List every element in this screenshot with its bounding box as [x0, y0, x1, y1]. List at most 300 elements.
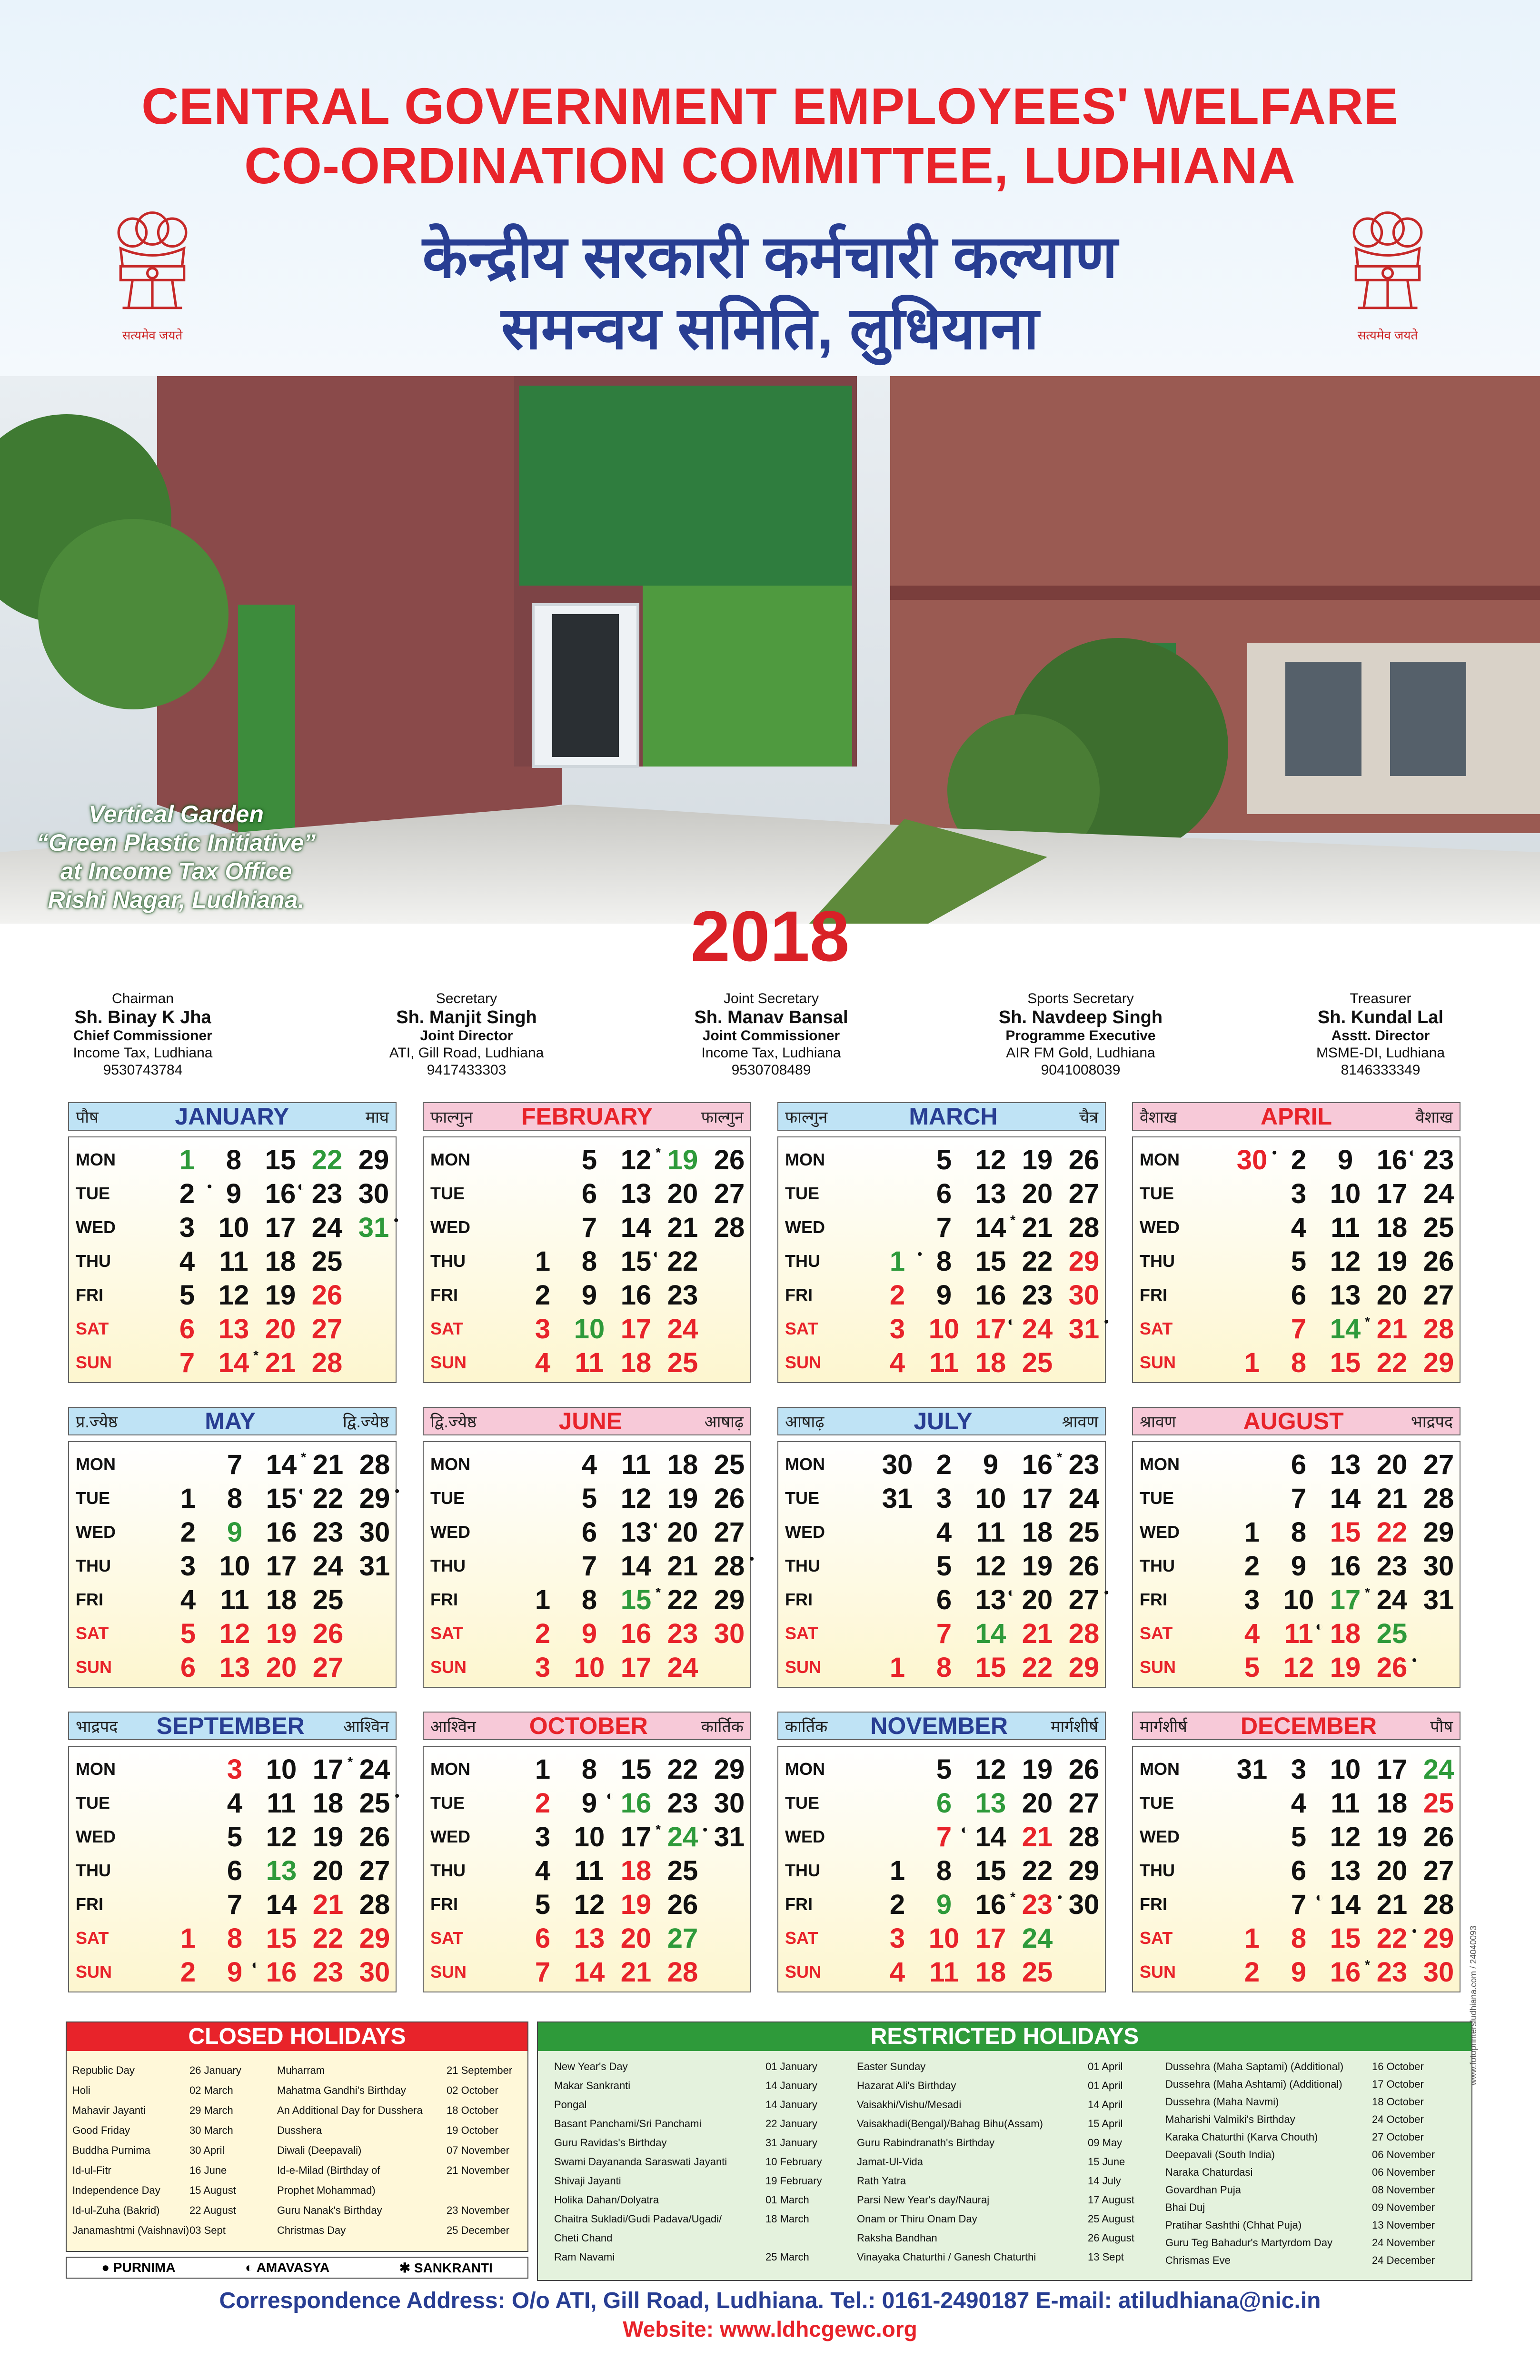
date-number: 12: [975, 1551, 1006, 1582]
date-cell: [1060, 1516, 1108, 1548]
holiday-name: Hazarat Ali's Birthday: [857, 2080, 956, 2091]
date-cell: [920, 1245, 968, 1277]
date-cell: [1275, 1245, 1322, 1277]
date-number: 13: [975, 1788, 1006, 1819]
date-number: 14: [218, 1347, 249, 1378]
day-name: MON: [785, 1150, 825, 1169]
month-hindi-right: कार्तिक: [701, 1718, 744, 1736]
day-name: SUN: [1140, 1962, 1176, 1982]
moon-phase-mark-icon: ◐: [653, 1246, 661, 1261]
date-cell: [659, 1889, 706, 1921]
date-cell: [1415, 1787, 1462, 1819]
date-cell: [257, 1347, 304, 1379]
date-cell: [163, 1313, 211, 1345]
date-number: 30: [1236, 1145, 1268, 1175]
date-cell: [1228, 1618, 1276, 1650]
month-hindi-left: वैशाख: [1140, 1108, 1177, 1126]
date-cell: [1013, 1347, 1061, 1379]
date-cell: [874, 1652, 921, 1683]
moon-phase-mark-icon: ◐: [298, 1484, 306, 1498]
date-number: 4: [535, 1347, 551, 1378]
date-number: 28: [1423, 1889, 1454, 1920]
day-name: SAT: [430, 1623, 464, 1643]
date-number: 2: [1291, 1145, 1307, 1175]
date-number: 27: [1068, 1788, 1100, 1819]
date-cell: [1060, 1787, 1108, 1819]
moon-phase-mark-icon: •: [1104, 1314, 1109, 1329]
week-row: [424, 1244, 752, 1278]
week-row: [1133, 1819, 1461, 1853]
date-cell: [1415, 1956, 1462, 1988]
month-july: [777, 1407, 1109, 1688]
holiday-date: 14 April: [1088, 2099, 1123, 2111]
date-number: 8: [1291, 1923, 1307, 1954]
title-english-line1: CENTRAL GOVERNMENT EMPLOYEES' WELFARE: [141, 77, 1399, 135]
date-number: 16: [620, 1788, 652, 1819]
date-number: 26: [1068, 1754, 1100, 1785]
date-cell: [519, 1956, 566, 1988]
date-cell: [1060, 1753, 1108, 1785]
moon-phase-mark-icon: •: [1412, 1923, 1417, 1938]
date-cell: [612, 1449, 660, 1481]
date-cell: [1228, 1956, 1276, 1988]
date-number: 10: [1330, 1178, 1361, 1209]
moon-phase-mark-icon: *: [1057, 1450, 1062, 1464]
date-cell: [705, 1821, 753, 1853]
month-dates: [1132, 1441, 1461, 1688]
date-cell: [1415, 1245, 1462, 1277]
day-name: SAT: [1140, 1928, 1173, 1948]
officer-office: ATI, Gill Road, Ludhiana: [389, 1045, 544, 1061]
date-number: 26: [1068, 1551, 1100, 1582]
month-header: [1132, 1407, 1461, 1435]
date-number: 25: [714, 1449, 745, 1480]
date-number: 17: [312, 1754, 344, 1785]
date-cell: [1321, 1821, 1369, 1853]
holiday-date: 24 December: [1372, 2254, 1435, 2266]
week-row: [69, 1785, 397, 1820]
date-number: 18: [1376, 1212, 1408, 1243]
week-row: [424, 1447, 752, 1481]
day-name: FRI: [430, 1894, 458, 1914]
holiday-name: Guru Teg Bahadur's Martyrdom Day: [1165, 2237, 1333, 2249]
date-cell: [1415, 1889, 1462, 1921]
date-number: 21: [312, 1889, 344, 1920]
day-name: MON: [76, 1150, 116, 1169]
date-cell: [211, 1922, 258, 1954]
date-number: 4: [889, 1347, 905, 1378]
date-cell: [1275, 1313, 1322, 1345]
date-cell: [1060, 1178, 1108, 1210]
week-row: [69, 1244, 397, 1278]
date-number: 24: [667, 1652, 698, 1683]
date-number: 14: [266, 1889, 297, 1920]
date-number: 16: [1330, 1957, 1361, 1988]
holiday-date: 27 October: [1372, 2131, 1424, 2143]
holiday-name: Guru Nanak's Birthday: [277, 2204, 382, 2216]
week-row: [424, 1819, 752, 1853]
date-number: 1: [1244, 1347, 1260, 1378]
date-cell: [566, 1618, 613, 1650]
date-number: 7: [179, 1347, 195, 1378]
date-number: 20: [620, 1923, 652, 1954]
officer-designation: Joint Commissioner: [702, 1028, 840, 1044]
date-number: 24: [667, 1822, 698, 1852]
day-name: THU: [76, 1556, 111, 1575]
day-name: FRI: [76, 1590, 103, 1609]
date-number: 30: [882, 1449, 913, 1480]
date-cell: [1013, 1449, 1061, 1481]
date-number: 10: [1330, 1754, 1361, 1785]
holiday-name: Swami Dayananda Saraswati Jayanti: [554, 2156, 727, 2168]
date-number: 28: [1068, 1618, 1100, 1649]
website-link[interactable]: Website: www.ldhcgewc.org: [623, 2317, 917, 2341]
holiday-date: 14 January: [765, 2080, 817, 2091]
holiday-name: Buddha Purnima: [72, 2144, 150, 2156]
date-cell: [1368, 1855, 1416, 1887]
date-number: 2: [936, 1449, 952, 1480]
date-cell: [303, 1313, 351, 1345]
date-cell: [874, 1889, 921, 1921]
date-number: 8: [227, 1923, 243, 1954]
date-number: 2: [1244, 1957, 1260, 1988]
date-cell: [1060, 1855, 1108, 1887]
date-number: 6: [180, 1652, 196, 1683]
date-cell: [257, 1245, 304, 1277]
date-cell: [705, 1144, 753, 1176]
date-number: 26: [1376, 1652, 1408, 1683]
week-row: [1133, 1548, 1461, 1583]
month-hindi-left: पौष: [76, 1108, 99, 1126]
holiday-date: 26 August: [1088, 2232, 1134, 2244]
day-name: SAT: [1140, 1623, 1173, 1643]
date-number: 22: [1022, 1246, 1053, 1277]
date-number: 14: [266, 1449, 297, 1480]
date-number: 17: [1330, 1584, 1361, 1615]
holiday-name: Naraka Chaturdasi: [1165, 2166, 1253, 2178]
date-cell: [164, 1922, 212, 1954]
date-number: 4: [1291, 1212, 1307, 1243]
date-cell: [1368, 1279, 1416, 1311]
holiday-name: Vinayaka Chaturthi / Ganesh Chaturthi: [857, 2251, 1036, 2263]
month-header: [68, 1102, 397, 1131]
date-cell: [874, 1449, 921, 1481]
holiday-name: Dussehra (Maha Ashtami) (Additional): [1165, 2078, 1342, 2090]
date-cell: [874, 1855, 921, 1887]
day-name: FRI: [1140, 1590, 1167, 1609]
date-number: 1: [889, 1652, 905, 1683]
date-number: 12: [219, 1618, 250, 1649]
date-cell: [211, 1956, 258, 1988]
date-cell: [211, 1821, 258, 1853]
date-cell: [659, 1483, 706, 1514]
date-cell: [874, 1922, 921, 1954]
holiday-date: 23 November: [447, 2204, 510, 2216]
date-number: 25: [1376, 1618, 1408, 1649]
week-row: [69, 1345, 397, 1379]
date-cell: [659, 1956, 706, 1988]
date-number: 16: [266, 1517, 297, 1548]
officer-phone: 8146333349: [1341, 1062, 1421, 1078]
date-cell: [1275, 1787, 1322, 1819]
date-cell: [612, 1753, 660, 1785]
day-name: SUN: [785, 1353, 822, 1372]
date-cell: [920, 1347, 968, 1379]
date-number: 20: [667, 1178, 698, 1209]
date-cell: [967, 1956, 1014, 1988]
day-name: MON: [430, 1150, 470, 1169]
day-name: WED: [430, 1217, 470, 1237]
date-number: 22: [1376, 1517, 1408, 1548]
day-name: MON: [785, 1759, 825, 1779]
caption-line: Vertical Garden: [89, 801, 264, 827]
date-cell: [1368, 1245, 1416, 1277]
date-cell: [1275, 1144, 1322, 1176]
date-number: 29: [1068, 1855, 1100, 1886]
date-cell: [304, 1889, 352, 1921]
date-number: 29: [1068, 1246, 1100, 1277]
date-cell: [566, 1144, 613, 1176]
month-hindi-right: श्रावण: [1062, 1413, 1098, 1431]
date-number: 23: [1376, 1957, 1408, 1988]
date-number: 31: [714, 1822, 745, 1852]
day-name: THU: [76, 1861, 111, 1880]
date-cell: [566, 1178, 613, 1210]
date-number: 13: [1330, 1449, 1361, 1480]
holiday-date: 26 January: [189, 2064, 241, 2076]
date-cell: [258, 1889, 305, 1921]
date-number: 1: [1244, 1517, 1260, 1548]
date-cell: [164, 1652, 212, 1683]
date-cell: [351, 1922, 398, 1954]
date-cell: [1060, 1144, 1108, 1176]
date-cell: [1368, 1178, 1416, 1210]
date-number: 31: [359, 1551, 390, 1582]
date-number: 26: [312, 1618, 344, 1649]
week-row: [1133, 1921, 1461, 1955]
date-cell: [659, 1279, 706, 1311]
date-cell: [304, 1618, 352, 1650]
date-number: 30: [359, 1517, 390, 1548]
date-cell: [967, 1584, 1014, 1616]
date-cell: [659, 1855, 706, 1887]
date-number: 10: [266, 1754, 297, 1785]
month-hindi-left: भाद्रपद: [76, 1718, 118, 1736]
date-number: 10: [219, 1551, 250, 1582]
date-cell: [1368, 1922, 1416, 1954]
holiday-name: Raksha Bandhan: [857, 2232, 937, 2244]
holiday-date: 22 August: [189, 2204, 236, 2216]
closed-holidays-title: CLOSED HOLIDAYS: [67, 2022, 527, 2051]
date-cell: [705, 1449, 753, 1481]
date-number: 1: [1244, 1923, 1260, 1954]
moon-phase-mark-icon: •: [1412, 1653, 1417, 1667]
date-cell: [1321, 1753, 1369, 1785]
date-cell: [612, 1144, 660, 1176]
date-cell: [1060, 1313, 1108, 1345]
officer-name: Sh. Manav Bansal: [694, 1007, 848, 1027]
date-cell: [1368, 1584, 1416, 1616]
date-cell: [211, 1550, 258, 1582]
date-number: 16: [620, 1280, 652, 1311]
date-number: 15: [975, 1855, 1006, 1886]
holiday-name: Dussehra (Maha Saptami) (Additional): [1165, 2061, 1344, 2072]
date-cell: [1013, 1922, 1061, 1954]
date-number: 1: [180, 1923, 196, 1954]
date-number: 1: [535, 1584, 551, 1615]
date-cell: [163, 1212, 211, 1244]
date-number: 21: [1376, 1314, 1408, 1344]
week-row: [778, 1582, 1107, 1616]
date-number: 7: [936, 1618, 952, 1649]
date-number: 2: [180, 1517, 196, 1548]
date-cell: [303, 1347, 351, 1379]
day-name: WED: [76, 1827, 116, 1846]
date-number: 13: [574, 1923, 605, 1954]
date-number: 8: [1291, 1517, 1307, 1548]
date-cell: [351, 1449, 398, 1481]
moon-phase-mark-icon: •: [207, 1179, 212, 1194]
date-number: 5: [1291, 1822, 1307, 1852]
officer-name: Sh. Manjit Singh: [396, 1007, 537, 1027]
day-name: TUE: [76, 1184, 110, 1203]
week-row: [778, 1345, 1107, 1379]
date-cell: [1415, 1821, 1462, 1853]
date-number: 3: [535, 1822, 551, 1852]
date-number: 1: [535, 1754, 551, 1785]
month-header: [1132, 1102, 1461, 1131]
date-number: 23: [667, 1280, 698, 1311]
date-number: 28: [359, 1889, 390, 1920]
holiday-date: 22 January: [765, 2118, 817, 2130]
holiday-name: Cheti Chand: [554, 2232, 613, 2244]
date-number: 15: [975, 1246, 1006, 1277]
date-cell: [874, 1483, 921, 1514]
month-name: OCTOBER: [529, 1713, 648, 1739]
moon-phase-mark-icon: ◐: [606, 1788, 614, 1803]
date-number: 16: [1022, 1449, 1053, 1480]
date-number: 29: [358, 1145, 389, 1175]
date-cell: [1275, 1212, 1322, 1244]
week-row: [778, 1481, 1107, 1515]
month-hindi-left: द्वि.ज्येष्ठ: [430, 1413, 477, 1431]
date-number: 19: [266, 1618, 297, 1649]
holiday-date: 06 November: [1372, 2166, 1435, 2178]
date-number: 9: [581, 1280, 597, 1311]
date-number: 5: [936, 1551, 952, 1582]
date-cell: [612, 1618, 660, 1650]
date-cell: [304, 1550, 352, 1582]
date-number: 20: [265, 1314, 296, 1344]
month-header: [423, 1712, 751, 1740]
date-cell: [303, 1245, 351, 1277]
date-cell: [211, 1889, 258, 1921]
week-row: [1133, 1514, 1461, 1549]
holiday-date: 08 November: [1372, 2184, 1435, 2196]
date-cell: [1415, 1922, 1462, 1954]
month-hindi-left: श्रावण: [1140, 1413, 1176, 1431]
date-number: 12: [620, 1145, 652, 1175]
date-number: 21: [1022, 1212, 1053, 1243]
date-cell: [1275, 1821, 1322, 1853]
date-number: 11: [220, 1584, 249, 1615]
date-number: 14: [975, 1618, 1006, 1649]
date-cell: [920, 1821, 968, 1853]
date-number: 1: [180, 1483, 196, 1514]
date-cell: [303, 1279, 351, 1311]
date-number: 24: [667, 1314, 698, 1344]
date-cell: [350, 1144, 397, 1176]
date-cell: [258, 1516, 305, 1548]
date-cell: [519, 1313, 566, 1345]
date-number: 28: [1068, 1822, 1100, 1852]
date-cell: [519, 1821, 566, 1853]
holiday-date: 06 November: [1372, 2149, 1435, 2161]
month-dates: [68, 1441, 397, 1688]
date-number: 3: [889, 1314, 905, 1344]
holiday-date: 13 Sept: [1088, 2251, 1124, 2263]
holiday-name: Parsi New Year's day/Nauraj: [857, 2194, 990, 2206]
officer-designation: Chief Commissioner: [73, 1028, 212, 1044]
date-cell: [1060, 1889, 1108, 1921]
day-name: SUN: [785, 1657, 822, 1677]
date-number: 11: [575, 1347, 604, 1378]
date-cell: [519, 1889, 566, 1921]
holiday-date: 21 September: [447, 2064, 513, 2076]
holiday-date: 14 January: [765, 2099, 817, 2111]
date-number: 23: [1376, 1551, 1408, 1582]
week-row: [69, 1481, 397, 1515]
holiday-name: Makar Sankranti: [554, 2080, 631, 2091]
date-number: 28: [1423, 1483, 1454, 1514]
date-cell: [967, 1178, 1014, 1210]
date-number: 1: [535, 1246, 551, 1277]
date-number: 27: [311, 1314, 343, 1344]
date-number: 3: [1244, 1584, 1260, 1615]
date-cell: [659, 1144, 706, 1176]
moon-phase-mark-icon: ◐: [251, 1957, 259, 1972]
officer-role: Secretary: [436, 991, 497, 1006]
half-moon-icon: ◐: [245, 2260, 257, 2275]
date-number: 14: [574, 1957, 605, 1988]
week-row: [424, 1514, 752, 1549]
month-september: [68, 1712, 397, 1992]
date-cell: [1275, 1889, 1322, 1921]
date-number: 18: [312, 1788, 344, 1819]
date-cell: [920, 1550, 968, 1582]
day-name: SAT: [785, 1928, 818, 1948]
date-cell: [211, 1483, 258, 1514]
date-cell: [612, 1279, 660, 1311]
day-name: THU: [1140, 1251, 1175, 1271]
date-cell: [1275, 1483, 1322, 1514]
date-cell: [258, 1956, 305, 1988]
date-cell: [1275, 1279, 1322, 1311]
day-name: MON: [430, 1454, 470, 1474]
moon-phase-mark-icon: *: [348, 1754, 353, 1769]
day-name: SUN: [1140, 1657, 1176, 1677]
date-number: 27: [714, 1517, 745, 1548]
date-cell: [1321, 1618, 1369, 1650]
date-number: 23: [1022, 1280, 1053, 1311]
day-name: FRI: [1140, 1285, 1167, 1305]
date-cell: [1415, 1855, 1462, 1887]
date-number: 14: [975, 1822, 1006, 1852]
holiday-name: Jamat-Ul-Vida: [857, 2156, 923, 2168]
date-number: 25: [311, 1246, 343, 1277]
date-cell: [303, 1212, 351, 1244]
moon-phase-mark-icon: *: [1010, 1213, 1015, 1227]
